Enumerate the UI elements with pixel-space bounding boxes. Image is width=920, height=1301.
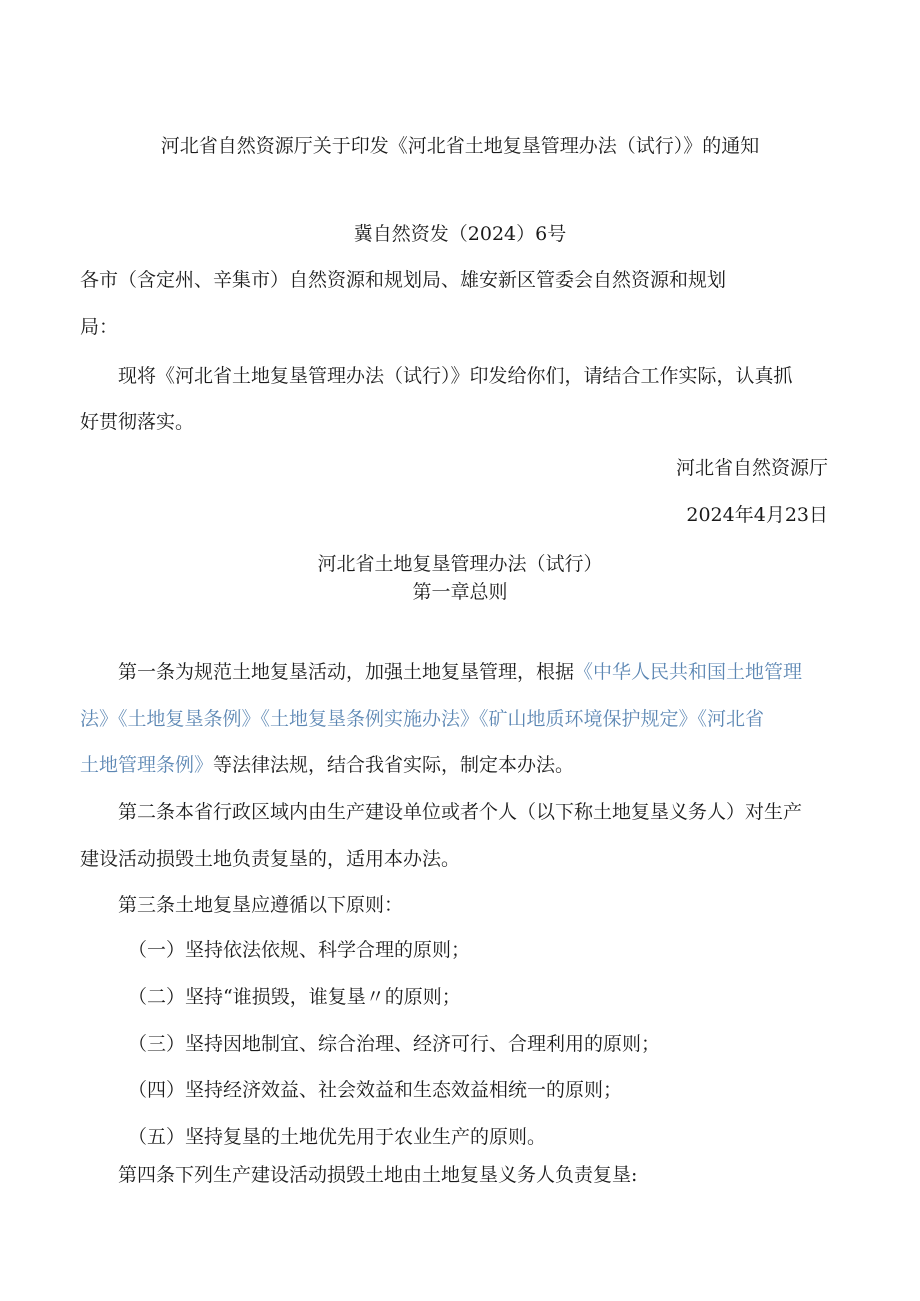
addressee-line-2: 局：: [80, 316, 119, 338]
signature-org: 河北省自然资源厅: [675, 457, 828, 479]
article-1-law-links[interactable]: 法》《土地复垦条例》《土地复垦条例实施办法》《矿山地质环境保护规定》《河北省: [80, 708, 765, 730]
principle-item: （二）坚持“谁损毁，谁复垦〃的原则；: [128, 986, 461, 1008]
principle-item: （五）坚持复垦的土地优先用于农业生产的原则。: [128, 1126, 547, 1148]
principle-item: （四）坚持经济效益、社会效益和生态效益相统一的原则；: [128, 1079, 623, 1101]
principle-item: （三）坚持因地制宜、综合治理、经济可行、合理利用的原则；: [128, 1033, 661, 1055]
measures-title: 河北省土地复垦管理办法（试行）: [317, 553, 603, 575]
article-3-intro: 第三条土地复垦应遵循以下原则：: [118, 894, 404, 916]
article-1-line-1: [118, 660, 802, 684]
notice-line-1: 现将《河北省土地复垦管理办法（试行）》印发给你们，请结合工作实际，认真抓: [118, 365, 793, 387]
document-title: 河北省自然资源厅关于印发《河北省土地复垦管理办法（试行）》的通知: [160, 135, 760, 157]
article-2-line-1: 第二条本省行政区域内由生产建设单位或者个人（以下称土地复垦义务人）对生产: [118, 801, 803, 823]
article-1-text: 第一条为规范土地复垦活动，加强土地复垦管理，根据: [118, 661, 575, 683]
law-link-hebei-regulations[interactable]: 土地管理条例》: [80, 754, 214, 776]
article-1-text-end: 等法律法规，结合我省实际，制定本办法。: [213, 754, 575, 776]
law-link-land-management[interactable]: 《中华人民共和国土地管理: [574, 661, 803, 683]
principle-item: （一）坚持依法依规、科学合理的原则；: [128, 939, 471, 961]
article-1-line-3: [80, 753, 574, 777]
document-number: 冀自然资发（2024）6号: [353, 223, 567, 245]
article-2-line-2: 建设活动损毁土地负责复垦的，适用本办法。: [80, 848, 461, 870]
notice-line-2: 好贯彻落实。: [80, 411, 195, 433]
chapter-title: 第一章总则: [412, 581, 508, 603]
addressee-line-1: 各市（含定州、辛集市）自然资源和规划局、雄安新区管委会自然资源和规划: [80, 269, 727, 291]
article-4-intro: 第四条下列生产建设活动损毁土地由土地复垦义务人负责复垦:: [118, 1164, 638, 1186]
signature-date: 2024年4月23日: [686, 504, 828, 526]
